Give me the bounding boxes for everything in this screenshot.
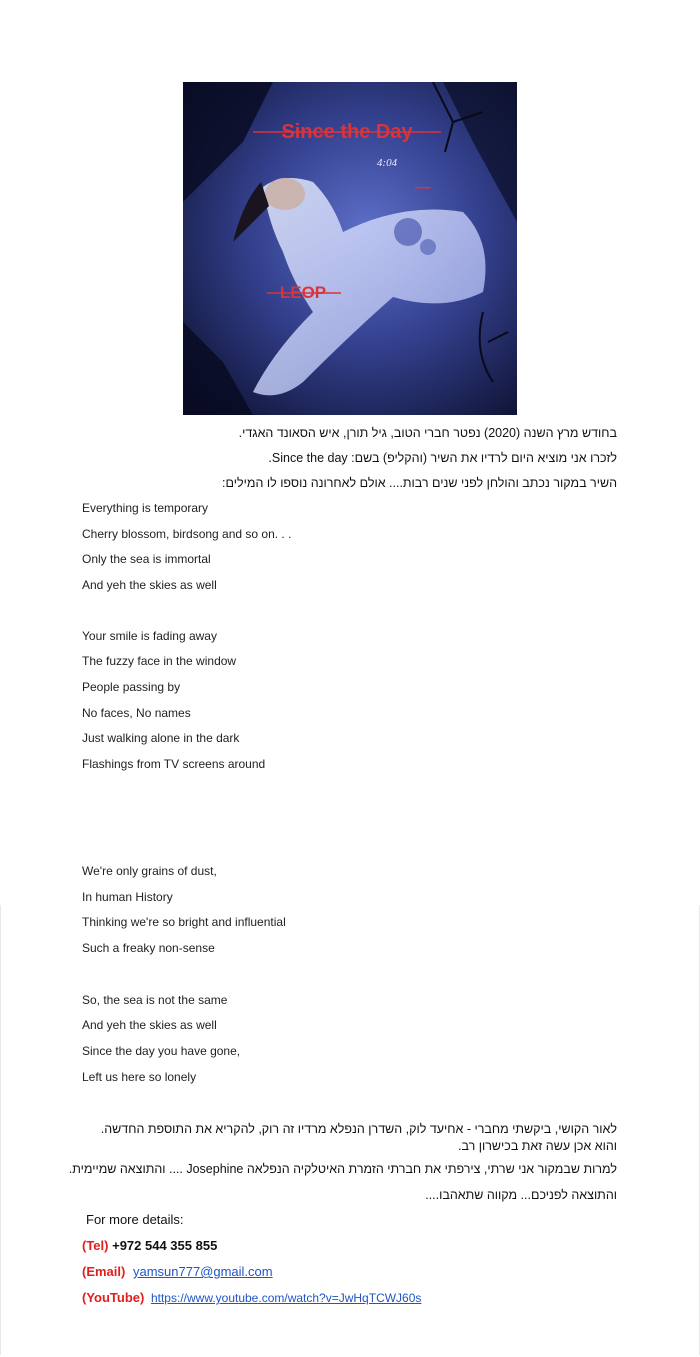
tel-value: +972 544 355 855 xyxy=(112,1238,218,1253)
email-label: (Email) xyxy=(82,1264,126,1279)
lyric-line: Thinking we're so bright and influential xyxy=(82,915,286,929)
lyric-line: People passing by xyxy=(82,680,181,694)
cover-subtitle: 4:04 xyxy=(376,157,398,169)
lyric-line: And yeh the skies as well xyxy=(82,1018,217,1032)
lyric-line: No faces, No names xyxy=(82,706,191,720)
tel-label: (Tel) xyxy=(82,1238,109,1253)
youtube-label: (YouTube) xyxy=(82,1290,145,1305)
intro-line-1: בחודש מרץ השנה (2020) נפטר חברי הטוב, גיל תורן, איש הסאונד האגדי. xyxy=(238,426,617,440)
contact-youtube xyxy=(82,1290,421,1305)
lyric-line: Flashings from TV screens around xyxy=(82,757,266,771)
page-divider xyxy=(0,905,1,1355)
outro-paragraph-3: והתוצאה לפניכם... מקווה שתאהבו.... xyxy=(425,1188,617,1202)
lyric-line: Only the sea is immortal xyxy=(82,552,211,566)
outro-paragraph-1: לאור הקושי, ביקשתי מחברי - אחיעד לוק, השדרן הנפלא מרדיו זה רוק, להקריא את התוספת החדשה. והוא אכן עשה זאת בכישרון רב. xyxy=(100,1122,617,1153)
youtube-link[interactable]: https://www.youtube.com/watch?v=JwHqTCWJ60s xyxy=(150,1291,422,1305)
lyric-line: Left us here so lonely xyxy=(82,1070,197,1084)
lyric-line: The fuzzy face in the window xyxy=(82,654,237,668)
cover-artist: LEOP xyxy=(279,283,327,302)
lyric-line: Everything is temporary xyxy=(82,501,209,515)
lyric-line: And yeh the skies as well xyxy=(82,578,217,592)
contact-tel xyxy=(82,1238,217,1253)
lyric-line: In human History xyxy=(82,890,173,904)
email-link[interactable]: yamsun777@gmail.com xyxy=(132,1264,273,1279)
contact-heading: For more details: xyxy=(86,1212,184,1227)
cover-title: Since the Day xyxy=(281,121,413,143)
lyric-line: We're only grains of dust, xyxy=(82,864,217,878)
album-cover xyxy=(183,82,517,415)
intro-line-2: לזכרו אני מוציא היום לרדיו את השיר (והקליפ) בשם: Since the day. xyxy=(268,451,617,465)
lyric-line: So, the sea is not the same xyxy=(82,993,228,1007)
contact-email xyxy=(82,1264,273,1279)
lyric-line: Just walking alone in the dark xyxy=(82,731,240,745)
outro-paragraph-2: למרות שבמקור אני שרתי, צירפתי את חברתי הזמרת האיטלקיה הנפלאה Josephine .... והתוצאה שמיימית. xyxy=(68,1162,617,1176)
lyric-line: Since the day you have gone, xyxy=(82,1044,241,1058)
lyric-line: Cherry blossom, birdsong and so on. . . xyxy=(82,527,292,541)
intro-line-3: השיר במקור נכתב והולחן לפני שנים רבות.... אולם לאחרונה נוספו לו המילים: xyxy=(222,476,617,490)
lyric-line: Such a freaky non-sense xyxy=(82,941,215,955)
lyric-line: Your smile is fading away xyxy=(82,629,217,643)
